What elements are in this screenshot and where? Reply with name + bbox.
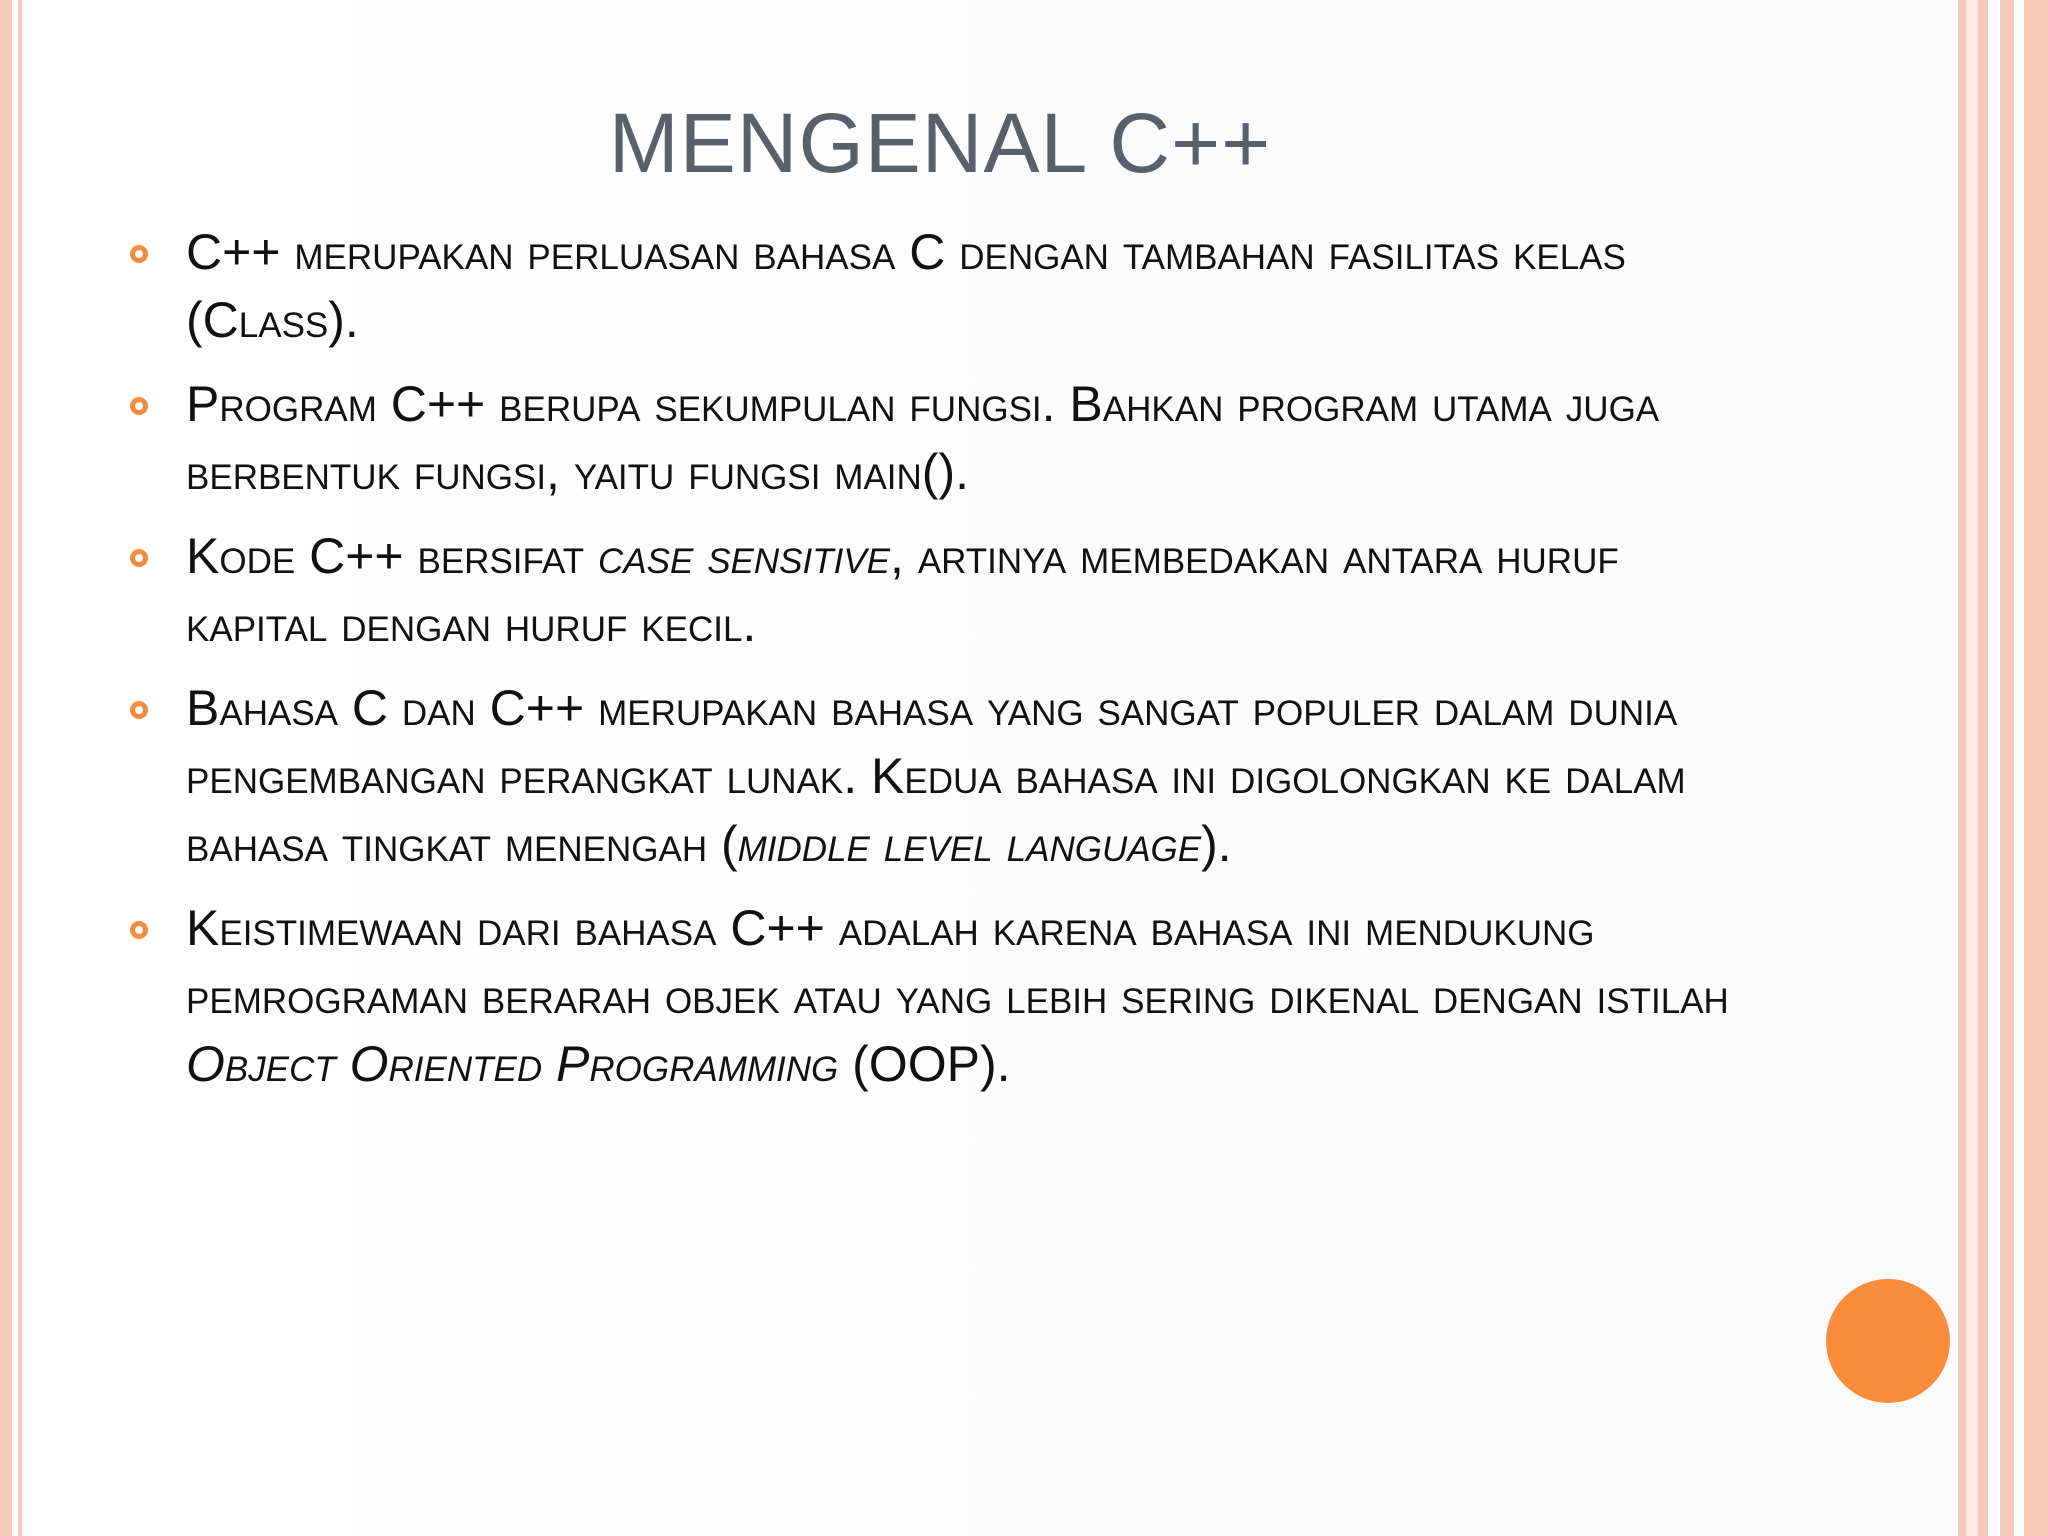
right-decor-gap: [1966, 0, 1978, 1536]
bullet-text: Kode C++ bersifat case sensitive, artinya membedakan antara huruf kapital dengan huruf kecil.: [186, 528, 1619, 652]
bullet-text: Program C++ berupa sekumpulan fungsi. Bahkan program utama juga berbentuk fungsi, yaitu fungsi main().: [186, 376, 1660, 500]
right-decor-stripe: [2000, 0, 2014, 1536]
bullet-ring-icon: [130, 549, 148, 567]
bullet-text: C++ merupakan perluasan bahasa C dengan tambahan fasilitas kelas (Class).: [186, 224, 1626, 348]
right-decor-stripe: [1958, 0, 1966, 1536]
bullet-ring-icon: [130, 245, 148, 263]
bullet-text: Keistimewaan dari bahasa C++ adalah karena bahasa ini mendukung pemrograman berarah objek atau yang lebih sering dikenal dengan istilah Object Oriented Programming (OOP).: [186, 900, 1729, 1092]
bullet-text: Bahasa C dan C++ merupakan bahasa yang sangat populer dalam dunia pengembangan perangkat lunak. Kedua bahasa ini digolongkan ke dalam bahasa tingkat menengah (middle level language).: [186, 680, 1686, 872]
bullet-ring-icon: [130, 397, 148, 415]
decorative-orange-circle: [1826, 1279, 1950, 1403]
bullet-ring-icon: [130, 921, 148, 939]
right-decor-stripe: [2024, 0, 2048, 1536]
right-decor-stripe: [1978, 0, 1988, 1536]
left-decor-stripe: [0, 0, 12, 1536]
slide-title: MENGENAL C++: [608, 96, 1272, 190]
bullet-item: [130, 674, 1770, 878]
bullet-item: [130, 370, 1770, 506]
bullet-item: [130, 522, 1770, 658]
left-decor-stripe-thin: [18, 0, 22, 1536]
bullet-item: [130, 218, 1770, 354]
bullet-list: [130, 218, 1770, 1114]
bullet-item: [130, 894, 1770, 1098]
bullet-ring-icon: [130, 701, 148, 719]
